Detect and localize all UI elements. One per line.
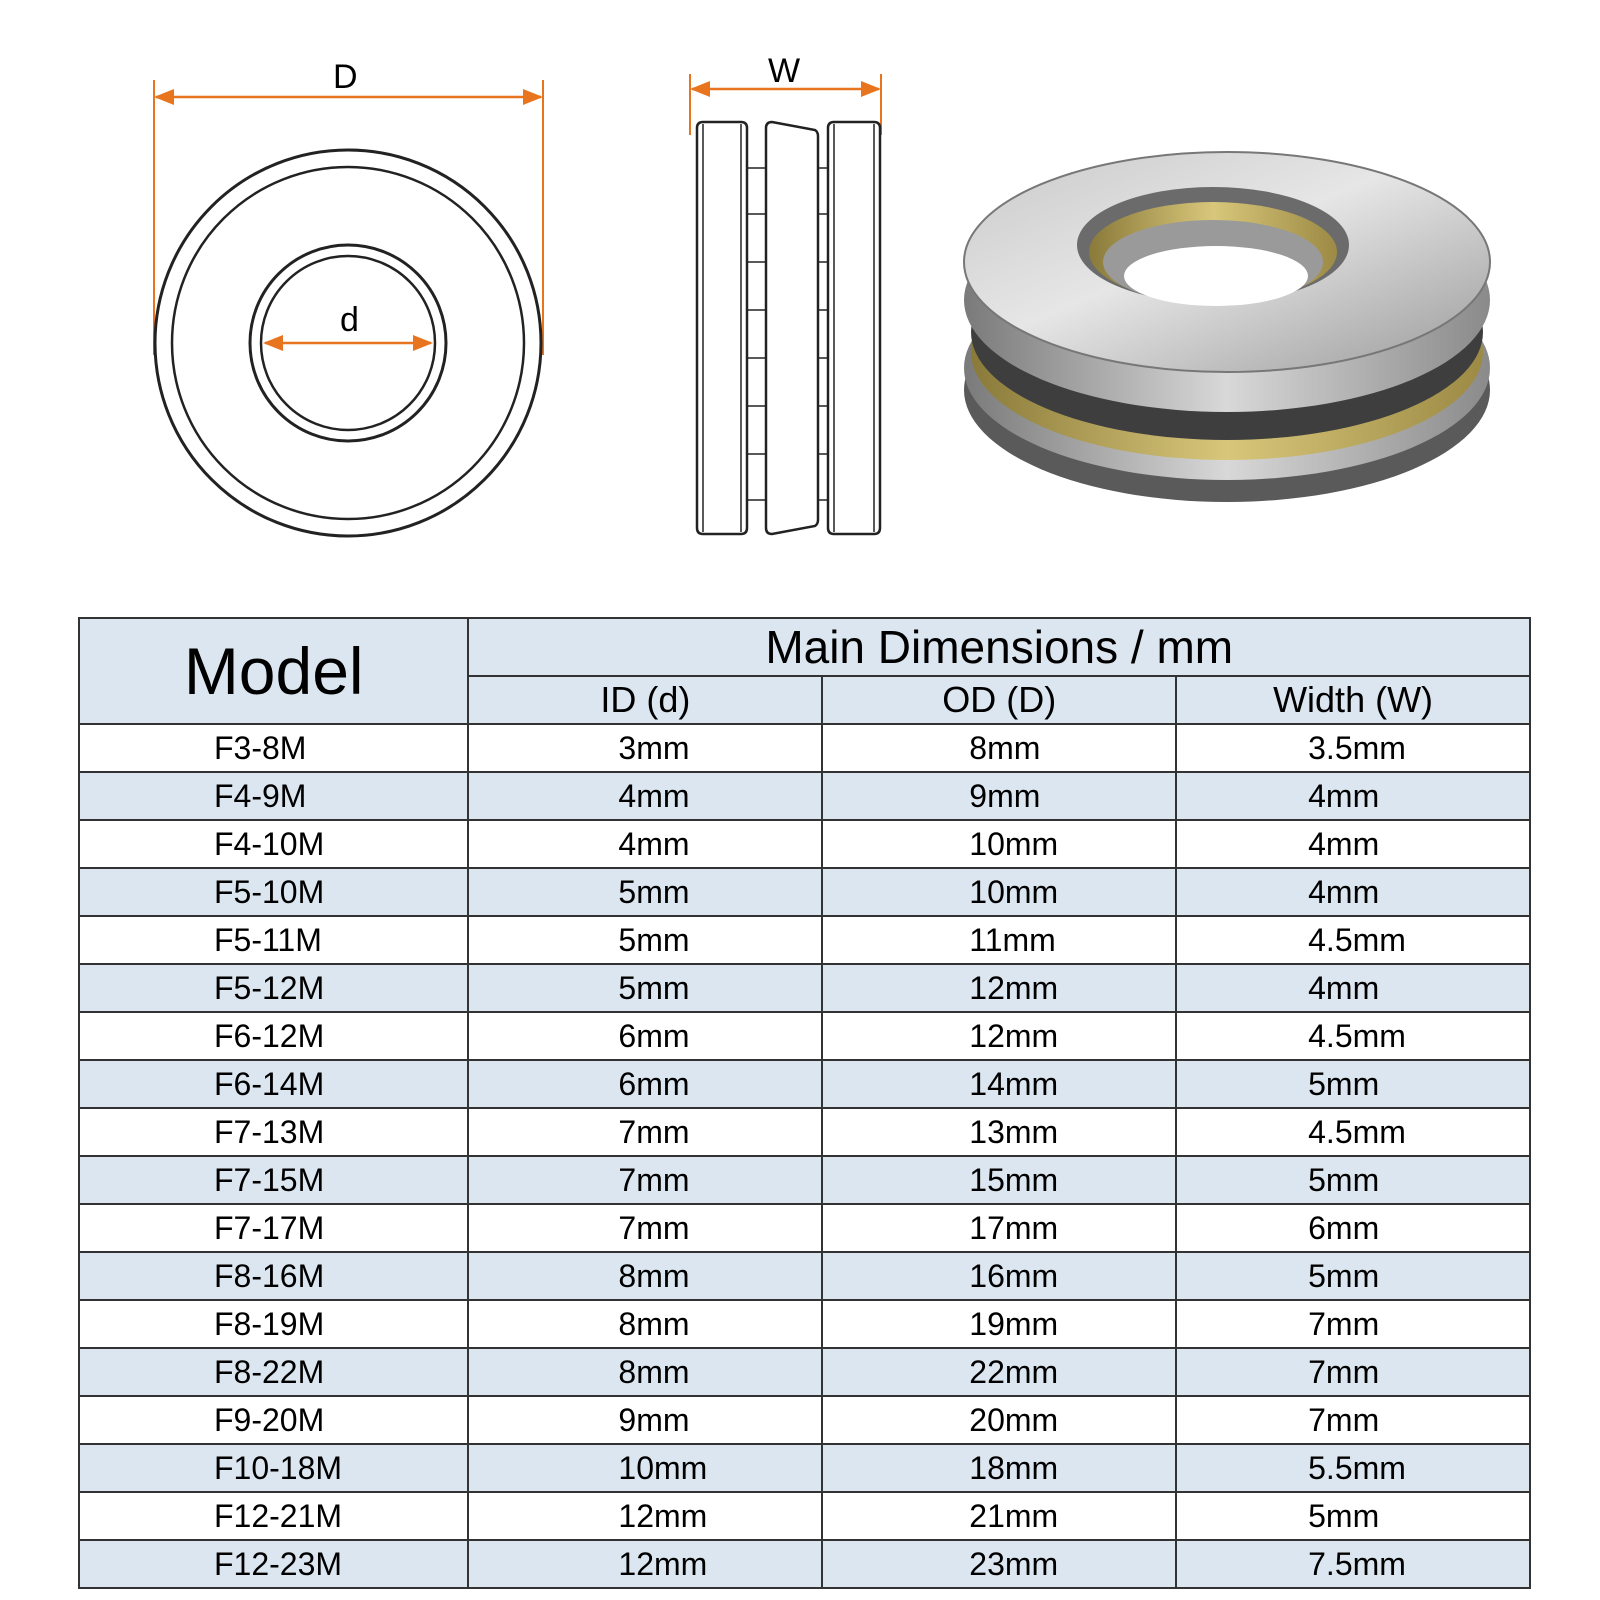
id-cell: 4mm <box>468 772 822 820</box>
model-cell: F8-19M <box>79 1300 468 1348</box>
model-cell: F5-11M <box>79 916 468 964</box>
od-cell: 16mm <box>822 1252 1176 1300</box>
width-cell: 5mm <box>1176 1492 1530 1540</box>
width-cell: 3.5mm <box>1176 724 1530 772</box>
width-cell: 4mm <box>1176 772 1530 820</box>
width-cell: 5mm <box>1176 1156 1530 1204</box>
width-cell: 7mm <box>1176 1348 1530 1396</box>
model-column-header: Model <box>79 618 468 724</box>
od-cell: 18mm <box>822 1444 1176 1492</box>
main-dimensions-header: Main Dimensions / mm <box>468 618 1530 676</box>
od-cell: 8mm <box>822 724 1176 772</box>
model-cell: F3-8M <box>79 724 468 772</box>
thrust-bearing-photo <box>964 152 1490 502</box>
od-cell: 20mm <box>822 1396 1176 1444</box>
id-cell: 7mm <box>468 1204 822 1252</box>
od-cell: 9mm <box>822 772 1176 820</box>
model-cell: F5-10M <box>79 868 468 916</box>
id-cell: 3mm <box>468 724 822 772</box>
id-cell: 8mm <box>468 1348 822 1396</box>
table-row <box>79 1108 1530 1156</box>
bore-hole <box>1124 246 1308 306</box>
table-row <box>79 868 1530 916</box>
model-cell: F12-21M <box>79 1492 468 1540</box>
table-row <box>79 1396 1530 1444</box>
width-cell: 6mm <box>1176 1204 1530 1252</box>
cage-with-balls <box>766 122 818 534</box>
id-cell: 6mm <box>468 1012 822 1060</box>
width-cell: 4.5mm <box>1176 916 1530 964</box>
table-row <box>79 1252 1530 1300</box>
width-cell: 7.5mm <box>1176 1540 1530 1588</box>
od-cell: 11mm <box>822 916 1176 964</box>
id-cell: 4mm <box>468 820 822 868</box>
id-cell: 9mm <box>468 1396 822 1444</box>
width-cell: 4.5mm <box>1176 1108 1530 1156</box>
id-cell: 7mm <box>468 1156 822 1204</box>
width-column-header: Width (W) <box>1176 676 1530 724</box>
od-cell: 14mm <box>822 1060 1176 1108</box>
od-cell: 13mm <box>822 1108 1176 1156</box>
model-cell: F9-20M <box>79 1396 468 1444</box>
od-cell: 19mm <box>822 1300 1176 1348</box>
width-cell: 7mm <box>1176 1300 1530 1348</box>
od-cell: 10mm <box>822 868 1176 916</box>
width-cell: 5.5mm <box>1176 1444 1530 1492</box>
table-row <box>79 772 1530 820</box>
model-cell: F6-14M <box>79 1060 468 1108</box>
model-cell: F4-9M <box>79 772 468 820</box>
id-cell: 10mm <box>468 1444 822 1492</box>
model-cell: F7-17M <box>79 1204 468 1252</box>
left-washer <box>697 122 747 534</box>
table-row <box>79 1492 1530 1540</box>
width-cell: 4mm <box>1176 820 1530 868</box>
technical-drawings <box>0 0 1600 600</box>
id-cell: 7mm <box>468 1108 822 1156</box>
width-cell: 4mm <box>1176 964 1530 1012</box>
od-cell: 17mm <box>822 1204 1176 1252</box>
table-row <box>79 1060 1530 1108</box>
id-cell: 12mm <box>468 1492 822 1540</box>
id-cell: 5mm <box>468 868 822 916</box>
model-cell: F7-13M <box>79 1108 468 1156</box>
table-row <box>79 820 1530 868</box>
od-cell: 23mm <box>822 1540 1176 1588</box>
table-row <box>79 916 1530 964</box>
outer-diameter-label: D <box>333 58 358 96</box>
width-cell: 4.5mm <box>1176 1012 1530 1060</box>
od-cell: 10mm <box>822 820 1176 868</box>
od-cell: 21mm <box>822 1492 1176 1540</box>
id-cell: 6mm <box>468 1060 822 1108</box>
od-column-header: OD (D) <box>822 676 1176 724</box>
inner-diameter-label: d <box>340 301 359 339</box>
od-cell: 12mm <box>822 964 1176 1012</box>
width-cell: 4mm <box>1176 868 1530 916</box>
specification-table <box>78 617 1531 1582</box>
table-row <box>79 1204 1530 1252</box>
od-cell: 12mm <box>822 1012 1176 1060</box>
od-cell: 15mm <box>822 1156 1176 1204</box>
model-cell: F12-23M <box>79 1540 468 1588</box>
id-cell: 5mm <box>468 964 822 1012</box>
table-row <box>79 724 1530 772</box>
model-cell: F4-10M <box>79 820 468 868</box>
side-view <box>690 74 881 534</box>
id-cell: 8mm <box>468 1252 822 1300</box>
model-cell: F7-15M <box>79 1156 468 1204</box>
table-row <box>79 1156 1530 1204</box>
model-cell: F8-16M <box>79 1252 468 1300</box>
model-cell: F5-12M <box>79 964 468 1012</box>
model-cell: F6-12M <box>79 1012 468 1060</box>
model-cell: F10-18M <box>79 1444 468 1492</box>
table-row <box>79 1348 1530 1396</box>
table-row <box>79 1540 1530 1588</box>
id-cell: 5mm <box>468 916 822 964</box>
table-body <box>79 724 1530 1588</box>
table-row <box>79 964 1530 1012</box>
width-cell: 7mm <box>1176 1396 1530 1444</box>
id-cell: 8mm <box>468 1300 822 1348</box>
table-row <box>79 1300 1530 1348</box>
table-row <box>79 1444 1530 1492</box>
drawings-area <box>0 0 1600 600</box>
right-washer <box>828 122 880 534</box>
width-cell: 5mm <box>1176 1060 1530 1108</box>
width-cell: 5mm <box>1176 1252 1530 1300</box>
od-cell: 22mm <box>822 1348 1176 1396</box>
id-column-header: ID (d) <box>468 676 822 724</box>
model-cell: F8-22M <box>79 1348 468 1396</box>
table-row <box>79 1012 1530 1060</box>
width-label: W <box>768 52 801 90</box>
id-cell: 12mm <box>468 1540 822 1588</box>
